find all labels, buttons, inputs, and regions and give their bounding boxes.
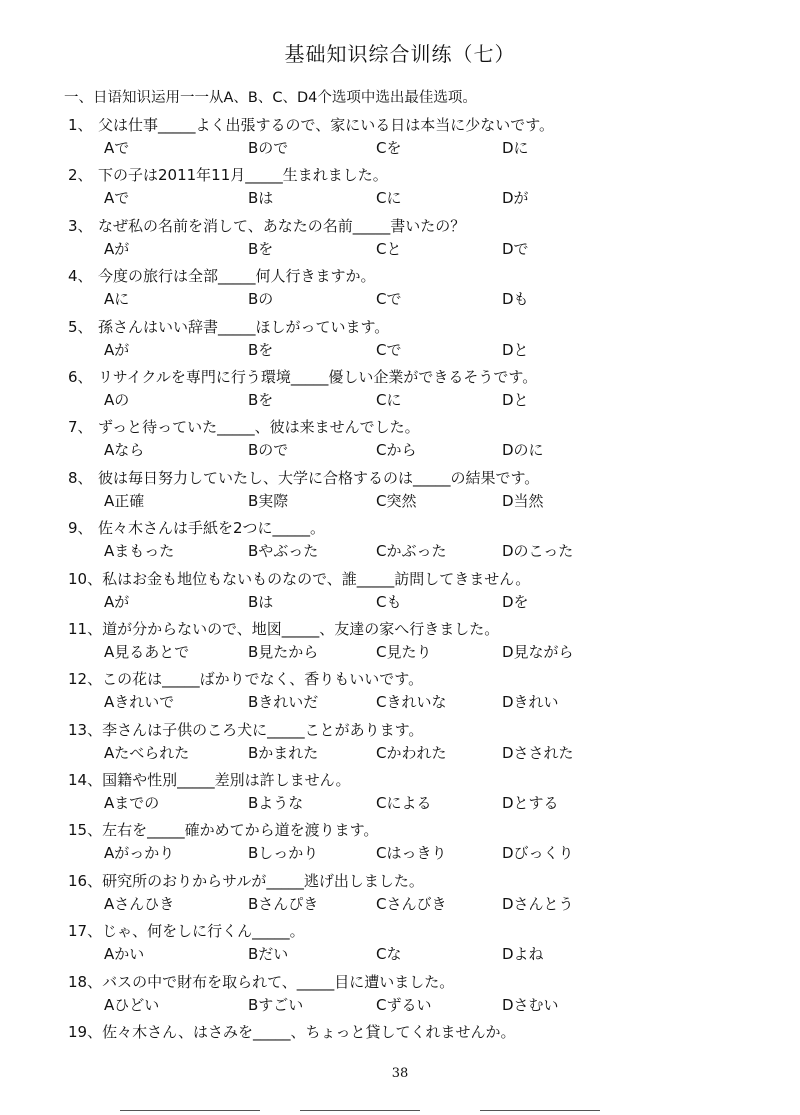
question-number: 15、 [68, 821, 103, 840]
option-a: Aひどい [104, 995, 160, 1014]
option-b: B見たから [248, 642, 319, 661]
question-number: 1、 [68, 116, 93, 134]
question-item [0, 362, 800, 412]
question-item [0, 614, 800, 664]
option-a: A正確 [104, 491, 145, 510]
question-item [0, 160, 800, 210]
option-a: Aが [104, 340, 130, 359]
question-item [0, 815, 800, 865]
question-number: 18、 [68, 972, 103, 991]
question-number: 2、 [68, 166, 93, 185]
option-c: C見たり [376, 642, 432, 661]
option-c: Cを [376, 139, 402, 157]
question-text: 今度の旅行は全部_____何人行きますか。 [98, 267, 376, 286]
question-text: 左右を_____確かめてから道を渡ります。 [102, 821, 379, 840]
option-d: D見ながら [502, 642, 574, 661]
question-number: 7、 [68, 418, 93, 437]
option-c: Cさんびき [376, 894, 447, 913]
option-c: Cな [376, 945, 402, 964]
question-list [0, 110, 800, 1067]
option-d: D当然 [502, 491, 544, 510]
option-a: Aかい [104, 945, 145, 964]
question-item [0, 866, 800, 916]
question-text: 孫さんはいい辞書_____ほしがっています。 [98, 317, 390, 336]
option-a: Aが [104, 592, 130, 611]
section-instruction: 一、日语知识运用一一从A、B、C、D4个选项中选出最佳选项。 [64, 90, 477, 106]
option-b: Bやぶった [248, 542, 319, 561]
question-number: 4、 [68, 267, 93, 286]
question-text: 父は仕事_____よく出張するので、家にいる日は本当に少ないです。 [98, 116, 555, 134]
option-b: Bさんぴき [248, 894, 319, 913]
option-c: Cきれいな [376, 693, 447, 712]
option-a: Aに [104, 290, 130, 309]
question-number: 12、 [68, 670, 103, 689]
option-c: Cも [376, 592, 402, 611]
option-a: Aの [104, 390, 130, 409]
question-item [0, 261, 800, 311]
option-d: Dも [502, 290, 529, 309]
option-d: Dを [502, 592, 529, 611]
question-text: 研究所のおりからサルが_____逃げ出しました。 [102, 871, 424, 890]
option-a: Aさんひき [104, 894, 175, 913]
question-text: 道が分からないので、地図_____、友達の家へ行きました。 [102, 619, 500, 638]
question-item [0, 463, 800, 513]
question-number: 6、 [68, 367, 93, 386]
question-text: じゃ、何をしに行くん_____。 [102, 922, 305, 941]
option-b: Bすごい [248, 995, 304, 1014]
option-d: Dさんとう [502, 894, 574, 913]
option-b: B実際 [248, 491, 289, 510]
option-b: Bきれいだ [248, 693, 319, 712]
option-c: Cに [376, 390, 402, 409]
option-c: Cで [376, 290, 402, 309]
page-title: 基础知识综合训练（七） [284, 42, 516, 66]
option-d: Dと [502, 340, 529, 359]
question-number: 3、 [68, 216, 93, 235]
question-item [0, 564, 800, 614]
question-text: バスの中で財布を取られて、_____目に遭いました。 [102, 972, 455, 991]
question-text: ずっと待っていた_____、彼は来ませんでした。 [98, 418, 420, 437]
option-b: Bので [248, 139, 289, 157]
question-item [0, 312, 800, 362]
question-text: 佐々木さんは手紙を2つに_____。 [98, 519, 326, 538]
question-item [0, 211, 800, 261]
option-b: Bを [248, 239, 274, 258]
option-a: Aたべられた [104, 743, 190, 762]
question-number: 13、 [68, 720, 103, 739]
option-b: Bしっかり [248, 844, 319, 863]
question-number: 16、 [68, 871, 103, 890]
page-number: 38 [391, 1066, 409, 1081]
option-d: Dびっくり [502, 844, 574, 863]
question-text: この花は_____ばかりでなく、香りもいいです。 [102, 670, 424, 689]
option-b: Bかまれた [248, 743, 319, 762]
option-d: Dさされた [502, 743, 574, 762]
footer-rule [300, 1110, 420, 1111]
option-c: Cはっきり [376, 844, 447, 863]
option-a: Aまもった [104, 542, 175, 561]
question-text: 佐々木さん、はさみを_____、ちょっと貸してくれませんか。 [102, 1023, 516, 1042]
option-c: Cと [376, 239, 402, 258]
option-c: Cで [376, 340, 402, 359]
question-item [0, 412, 800, 462]
option-d: Dさむい [502, 995, 559, 1014]
option-c: Cかわれた [376, 743, 447, 762]
question-text: 下の子は2011年11月_____生まれました。 [98, 166, 388, 185]
question-number: 11、 [68, 619, 103, 638]
option-a: Aまでの [104, 794, 160, 813]
question-number: 14、 [68, 771, 103, 790]
option-c: Cに [376, 189, 402, 208]
option-b: Bの [248, 290, 274, 309]
option-b: Bを [248, 390, 274, 409]
option-a: Aが [104, 239, 130, 258]
option-a: Aきれいで [104, 693, 175, 712]
option-b: Bは [248, 189, 274, 208]
option-b: Bは [248, 592, 274, 611]
option-b: Bを [248, 340, 274, 359]
question-text: 彼は毎日努力していたし、大学に合格するのは_____の結果です。 [98, 468, 540, 487]
question-text: リサイクルを専門に行う環境_____優しい企業ができるそうです。 [98, 367, 538, 386]
option-a: Aで [104, 189, 130, 208]
option-d: Dが [502, 189, 529, 208]
question-number: 5、 [68, 317, 93, 336]
question-number: 17、 [68, 922, 103, 941]
option-b: Bので [248, 441, 289, 460]
option-a: Aで [104, 139, 130, 157]
question-number: 8、 [68, 468, 93, 487]
question-item [0, 916, 800, 966]
question-text: 李さんは子供のころ犬に_____ことがあります。 [102, 720, 424, 739]
option-d: Dのこった [502, 542, 574, 561]
question-item [0, 765, 800, 815]
option-d: Dと [502, 390, 529, 409]
option-c: Cかぶった [376, 542, 447, 561]
option-d: Dで [502, 239, 529, 258]
question-item [0, 715, 800, 765]
option-d: Dとする [502, 794, 559, 813]
option-b: Bような [248, 794, 304, 813]
question-item [0, 967, 800, 1017]
option-d: Dに [502, 139, 529, 157]
question-text: 国籍や性別_____差別は許しません。 [102, 771, 351, 790]
option-c: Cから [376, 441, 417, 460]
option-a: Aがっかり [104, 844, 175, 863]
question-text: 私はお金も地位もないものなので、誰_____訪問してきません。 [102, 569, 531, 588]
option-d: Dよね [502, 945, 544, 964]
question-number: 19、 [68, 1023, 103, 1042]
option-d: Dきれい [502, 693, 559, 712]
question-text: なぜ私の名前を消して、あなたの名前_____書いたの？ [98, 216, 466, 235]
question-item [0, 664, 800, 714]
question-number: 10、 [68, 569, 103, 588]
question-item [0, 1017, 800, 1067]
footer-rule [120, 1110, 260, 1111]
footer-rule [480, 1110, 600, 1111]
option-c: Cによる [376, 794, 432, 813]
option-c: C突然 [376, 491, 417, 510]
option-c: Cずるい [376, 995, 432, 1014]
option-d: Dのに [502, 441, 544, 460]
question-number: 9、 [68, 519, 93, 538]
question-item [0, 513, 800, 563]
option-b: Bだい [248, 945, 289, 964]
option-a: Aなら [104, 441, 145, 460]
option-a: A見るあとで [104, 642, 190, 661]
question-item [0, 110, 800, 160]
